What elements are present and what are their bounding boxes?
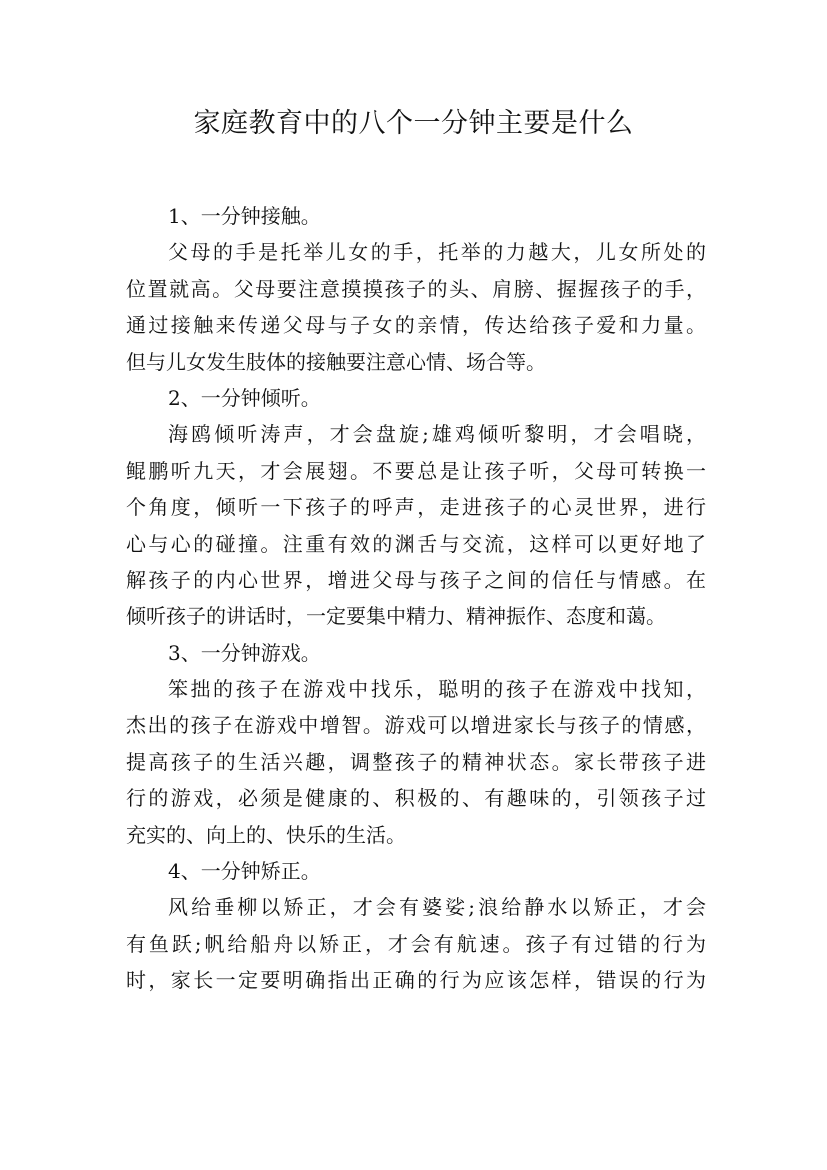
paragraph-line: 解孩子的内心世界，增进父母与孩子之间的信任与情感。在 xyxy=(126,567,706,592)
paragraph-line: 1、一分钟接触。 xyxy=(168,204,321,228)
paragraph-line: 个角度，倾听一下孩子的呼声，走进孩子的心灵世界，进行 xyxy=(126,495,706,520)
paragraph-line: 杰出的孩子在游戏中增智。游戏可以增进家长与孩子的情感， xyxy=(126,713,706,738)
paragraph-line: 鲲鹏听九天，才会展翅。不要总是让孩子听，父母可转换一 xyxy=(126,458,706,483)
paragraph-line: 4、一分钟矫正。 xyxy=(168,859,321,884)
document-title: 家庭教育中的八个一分钟主要是什么 xyxy=(193,108,634,139)
paragraph-line: 海鸥倾听涛声，才会盘旋;雄鸡倾听黎明，才会唱晓， xyxy=(168,422,706,447)
paragraph-line: 倾听孩子的讲话时，一定要集中精力、精神振作、态度和蔼。 xyxy=(126,604,666,629)
document-body xyxy=(126,198,706,999)
paragraph-line: 风给垂柳以矫正，才会有婆娑;浪给静水以矫正，才会 xyxy=(168,895,706,920)
paragraph-line: 提高孩子的生活兴趣，调整孩子的精神状态。家长带孩子进 xyxy=(126,749,706,774)
paragraph-line: 充实的、向上的、快乐的生活。 xyxy=(126,822,406,847)
paragraph-line: 但与儿女发生肢体的接触要注意心情、场合等。 xyxy=(126,349,546,374)
paragraph-line: 有鱼跃;帆给船舟以矫正，才会有航速。孩子有过错的行为 xyxy=(126,931,706,956)
paragraph-line: 心与心的碰撞。注重有效的渊舌与交流，这样可以更好地了 xyxy=(126,531,706,556)
paragraph-line: 笨拙的孩子在游戏中找乐，聪明的孩子在游戏中找知， xyxy=(168,677,706,702)
paragraph-line: 时，家长一定要明确指出正确的行为应该怎样，错误的行为 xyxy=(126,968,706,993)
paragraph-line: 位置就高。父母要注意摸摸孩子的头、肩膀、握握孩子的手， xyxy=(126,276,706,301)
paragraph-line: 行的游戏，必须是健康的、积极的、有趣味的，引领孩子过 xyxy=(126,786,706,811)
paragraph-line: 父母的手是托举儿女的手，托举的力越大，儿女所处的 xyxy=(168,240,706,265)
paragraph-line: 通过接触来传递父母与子女的亲情，传达给孩子爱和力量。 xyxy=(126,313,706,338)
paragraph-line: 3、一分钟游戏。 xyxy=(168,640,321,665)
paragraph-line: 2、一分钟倾听。 xyxy=(168,385,321,410)
